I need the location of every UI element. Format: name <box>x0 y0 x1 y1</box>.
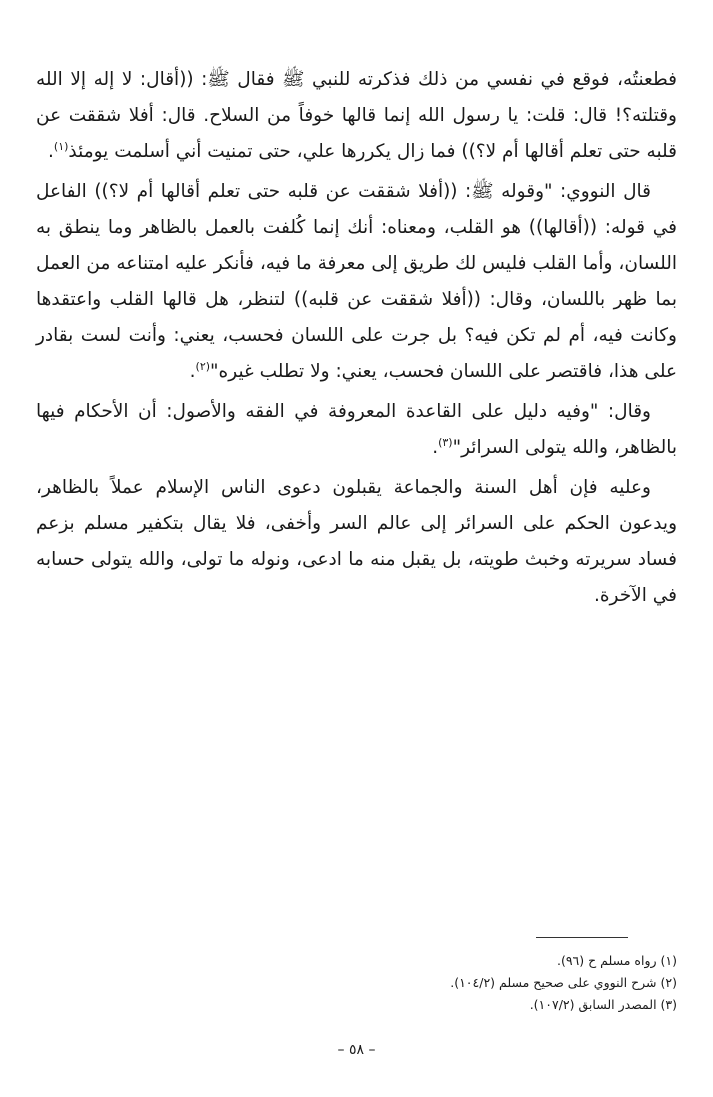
paragraph-text: وعليه فإن أهل السنة والجماعة يقبلون دعوى الناس الإسلام عملاً بالظاهر، ويدعون الحكم على السرائر إلى عالم السر وأخفى، فلا يقال بتكفير مسلم بزعم فساد سريرته وخبث طويته، بل يقبل منه ما ادعى، ونوله ما تولى، والله يتولى حسابه في الآخرة. <box>36 477 677 606</box>
paragraph-text: قال النووي: "وقوله ﷺ: ((أفلا شققت عن قلبه حتى تعلم أقالها أم لا؟)) الفاعل في قوله: ((أقالها)) هو القلب، ومعناه: أنك إنما كُلفت بالعمل بالظاهر وما ينطق به اللسان، وأما القلب فليس لك طريق إلى معرفة ما فيه، فأنكر عليه امتناعه من العمل بما ظهر باللسان، وقال: ((أفلا شققت عن قلبه)) لتنظر، هل قالها القلب واعتقدها وكانت فيه، أم لم تكن فيه؟ بل جرت على اللسان فحسب، يعني: وأنت لست بقادر على هذا، فاقتصر على اللسان فحسب، يعني: ولا تطلب غيره" <box>36 181 677 382</box>
page-number: – ٥٨ – <box>337 1042 376 1058</box>
paragraph-3 <box>36 394 677 466</box>
footnote-marker: (١) <box>53 139 69 153</box>
footnote-marker: (٣) <box>438 435 453 449</box>
paragraph-text: فطعنتُه، فوقع في نفسي من ذلك فذكرته للنبي ﷺ فقال ﷺ: ((أقال: لا إله إلا الله وقتلته؟! قال: قلت: يا رسول الله إنما قالها خوفاً من السلاح. قال: أفلا شققت عن قلبه حتى تعلم أقالها أم لا؟)) فما زال يكررها علي، حتى تمنيت أني أسلمت يومئذ <box>36 69 677 162</box>
main-text <box>36 62 677 618</box>
paragraph-text: وقال: "وفيه دليل على القاعدة المعروفة في الفقه والأصول: أن الأحكام فيها بالظاهر، والله يتولى السرائر" <box>36 401 677 458</box>
paragraph-2 <box>36 174 677 390</box>
footnote-3: (٣) المصدر السابق (١٠٧/٢). <box>529 997 677 1012</box>
paragraph-tail: . <box>432 437 439 458</box>
footnote-1: (١) رواه مسلم ح (٩٦). <box>556 953 677 968</box>
footnotes <box>36 950 677 1016</box>
paragraph-tail: . <box>189 361 196 382</box>
paragraph-tail: . <box>48 141 54 162</box>
paragraph-4 <box>36 470 677 614</box>
footnote-marker: (٢) <box>195 359 211 373</box>
footnote-divider <box>536 937 628 938</box>
footnote-2: (٢) شرح النووي على صحيح مسلم (١٠٤/٢). <box>450 975 677 990</box>
paragraph-1 <box>36 62 677 170</box>
